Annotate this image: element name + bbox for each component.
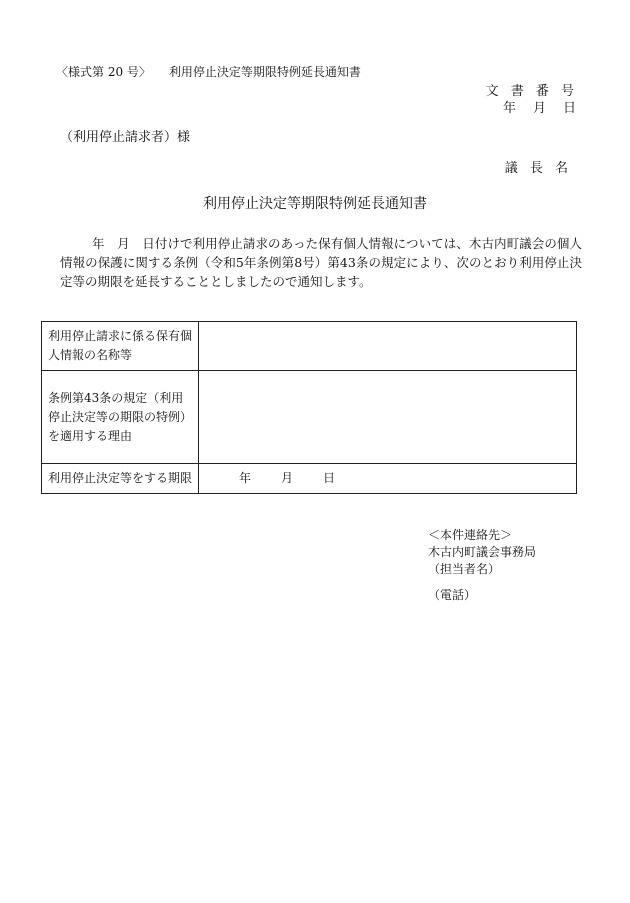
table-row xyxy=(42,371,577,464)
contact-phone: （電話） xyxy=(428,588,477,602)
table-value: 年 月 日 xyxy=(199,464,577,494)
form-title: 利用停止決定等期限特例延長通知書 xyxy=(168,65,361,79)
contact-person: （担当者名） xyxy=(428,562,501,576)
document-date: 年 月 日 xyxy=(502,101,578,116)
form-label xyxy=(56,63,361,80)
contact-office: 木古内町議会事務局 xyxy=(428,545,537,559)
table-label: 条例第43条の規定（利用停止決定等の期限の特例）を適用する理由 xyxy=(42,371,199,464)
document-number: 文 書 番 号 xyxy=(485,84,578,99)
form-number: 〈様式第 20 号〉 xyxy=(56,65,151,79)
table-value xyxy=(199,371,577,464)
contact-heading: ＜本件連絡先＞ xyxy=(428,528,513,542)
document-title: 利用停止決定等期限特例延長通知書 xyxy=(203,196,427,212)
sender: 議 長 名 xyxy=(504,161,572,176)
info-table xyxy=(41,321,577,494)
table-row xyxy=(42,464,577,494)
contact-info xyxy=(428,527,536,604)
recipient: （利用停止請求者）様 xyxy=(60,130,191,145)
table-value xyxy=(199,322,577,371)
table-row xyxy=(42,322,577,371)
table-label: 利用停止請求に係る保有個人情報の名称等 xyxy=(42,322,199,371)
body-text: 年 月 日付けで利用停止請求のあった保有個人情報については、木古内町議会の個人情報の保護に関する条例（令和5年条例第8号）第43条の規定により、次のとおり利用停止決定等の期限を延長することとしましたので通知します。 xyxy=(60,236,582,289)
table-label: 利用停止決定等をする期限 xyxy=(42,464,199,494)
